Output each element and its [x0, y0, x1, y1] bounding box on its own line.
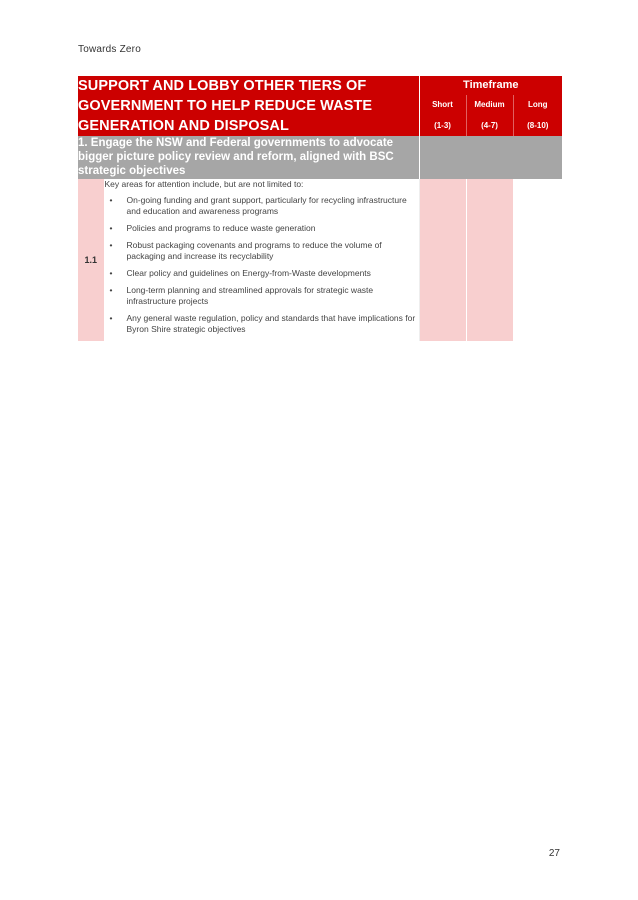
column-range-medium: (4-7) [466, 116, 513, 136]
objective-row [78, 136, 562, 179]
list-item-text: Clear policy and guidelines on Energy-from-Waste developments [126, 268, 371, 278]
actions-list [105, 195, 419, 335]
list-item [105, 313, 419, 335]
timeframe-heading: Timeframe [419, 76, 562, 95]
bullet-icon: • [109, 268, 113, 278]
table-header-row-1 [78, 76, 562, 95]
objective-timeframe-blank [419, 136, 562, 179]
list-item-text: Any general waste regulation, policy and standards that have implications for Byron Shire strategic objectives [126, 313, 416, 334]
list-item [105, 223, 419, 234]
list-item-text: Robust packaging covenants and programs to reduce the volume of packaging and increase its recyclability [126, 240, 382, 261]
list-item [105, 240, 419, 262]
row-number: 1.1 [78, 179, 104, 341]
list-item [105, 195, 419, 217]
timeframe-short-cell [419, 179, 466, 341]
page-number: 27 [548, 848, 560, 859]
bullet-icon: • [109, 313, 113, 323]
actions-intro: Key areas for attention include, but are not limited to: [104, 179, 304, 189]
bullet-icon: • [109, 240, 113, 250]
bullet-icon: • [109, 223, 113, 233]
list-item [105, 285, 419, 307]
list-item-text: Policies and programs to reduce waste generation [126, 223, 316, 233]
objective-text: 1. Engage the NSW and Federal governments to advocate bigger picture policy review and reform, aligned with BSC strategic objectives [78, 136, 419, 179]
timeframe-medium-cell [466, 179, 513, 341]
column-heading-short: Short [419, 95, 466, 116]
list-item-text: Long-term planning and streamlined approvals for strategic waste infrastructure projects [126, 285, 374, 306]
bullet-icon: • [109, 195, 113, 205]
action-plan-table [78, 76, 562, 341]
table-row [78, 179, 562, 341]
bullet-icon: • [109, 285, 113, 295]
column-range-long: (8-10) [513, 116, 562, 136]
column-heading-long: Long [513, 95, 562, 116]
table-title: SUPPORT AND LOBBY OTHER TIERS OF GOVERNMENT TO HELP REDUCE WASTE GENERATION AND DISPOSAL [78, 76, 419, 136]
timeframe-long-cell [513, 179, 562, 341]
list-item [105, 268, 419, 279]
column-range-short: (1-3) [419, 116, 466, 136]
running-header: Towards Zero [78, 44, 141, 55]
column-heading-medium: Medium [466, 95, 513, 116]
list-item-text: On-going funding and grant support, particularly for recycling infrastructure and education and awareness programs [126, 195, 407, 216]
row-actions [104, 179, 419, 341]
